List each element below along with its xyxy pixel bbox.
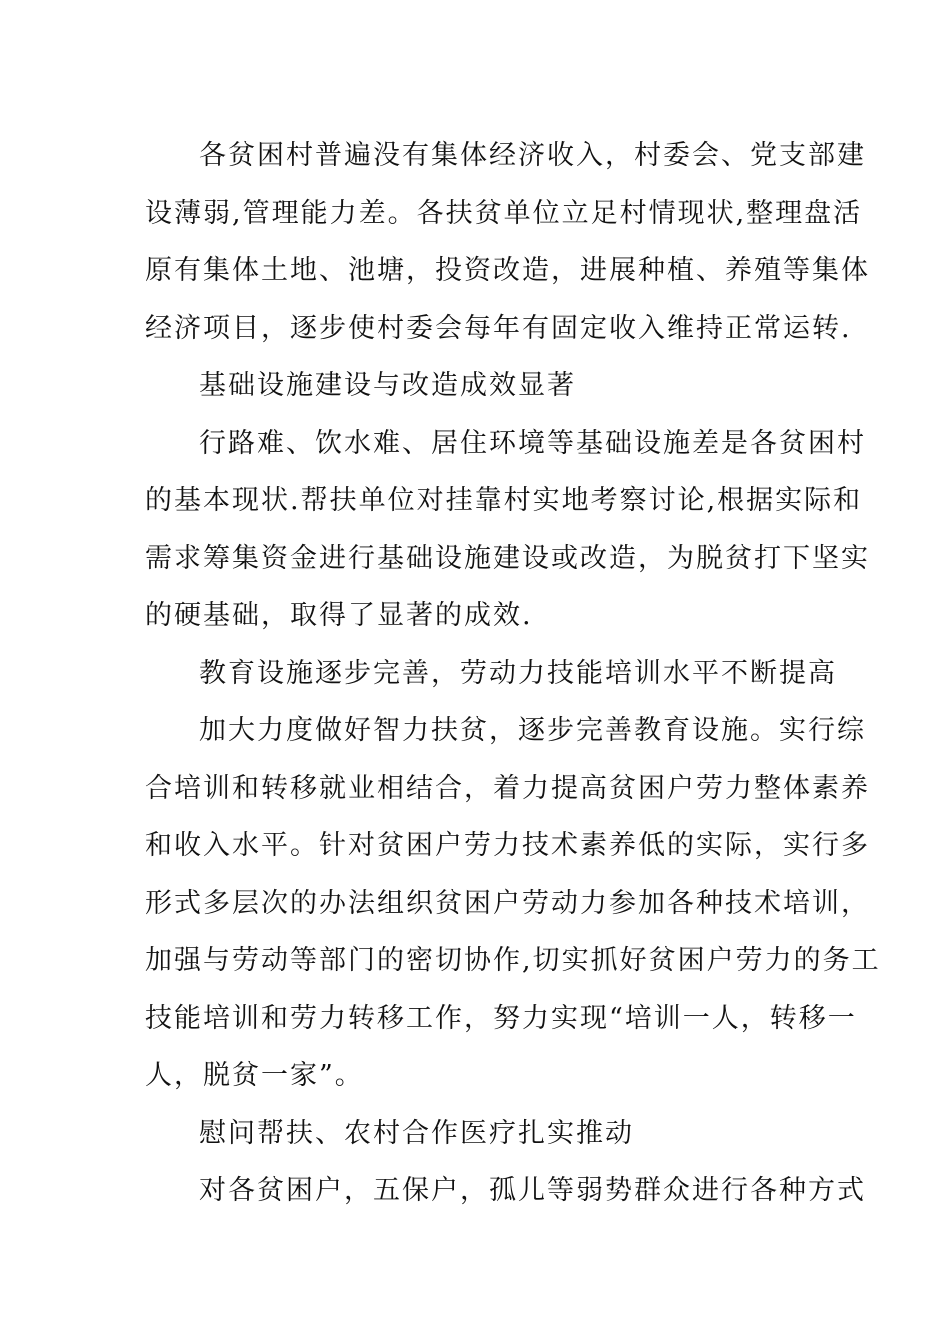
section-heading-medical: 慰问帮扶、农村合作医疗扎实推动 [199,1117,634,1149]
paragraph-line-12: 形式多层次的办法组织贫困户劳动力参加各种技术培训， [145,887,870,919]
paragraph-line-4: 经济项目，逐步使村委会每年有固定收入维持正常运转. [145,312,852,344]
section-heading-education: 教育设施逐步完善，劳动力技能培训水平不断提高 [199,657,837,689]
paragraph-line-8: 的硬基础，取得了显著的成效. [145,600,533,631]
paragraph-line-10: 合培训和转移就业相结合，着力提高贫困户劳力整体素养 [145,772,870,804]
section-heading-infrastructure: 基础设施建设与改造成效显著 [199,370,576,401]
paragraph-line-13: 加强与劳动等部门的密切协作,切实抓好贫困户劳力的务工 [145,945,881,976]
paragraph-line-16: 对各贫困户，五保户，孤儿等弱势群众进行各种方式 [199,1175,866,1206]
paragraph-line-1: 各贫困村普遍没有集体经济收入，村委会、党支部建 [199,140,866,171]
document-body [145,127,881,1220]
paragraph-line-3: 原有集体土地、池塘，投资改造，进展种植、养殖等集体 [145,255,870,286]
paragraph-line-6: 的基本现状.帮扶单位对挂靠村实地考察讨论,根据实际和 [145,485,863,516]
paragraph-line-2: 设薄弱,管理能力差。各扶贫单位立足村情现状,整理盘活 [145,197,863,229]
paragraph-line-11: 和收入水平。针对贫困户劳力技术素养低的实际，实行多 [145,830,870,861]
paragraph-line-7: 需求筹集资金进行基础设施建设或改造，为脱贫打下坚实 [145,542,870,574]
paragraph-line-14: 技能培训和劳力转移工作，努力实现“培训一人，转移一 [145,1002,857,1034]
paragraph-line-15: 人，脱贫一家”。 [145,1060,364,1091]
paragraph-line-5: 行路难、饮水难、居住环境等基础设施差是各贫困村 [199,427,866,459]
paragraph-line-9: 加大力度做好智力扶贫，逐步完善教育设施。实行综 [199,715,866,746]
